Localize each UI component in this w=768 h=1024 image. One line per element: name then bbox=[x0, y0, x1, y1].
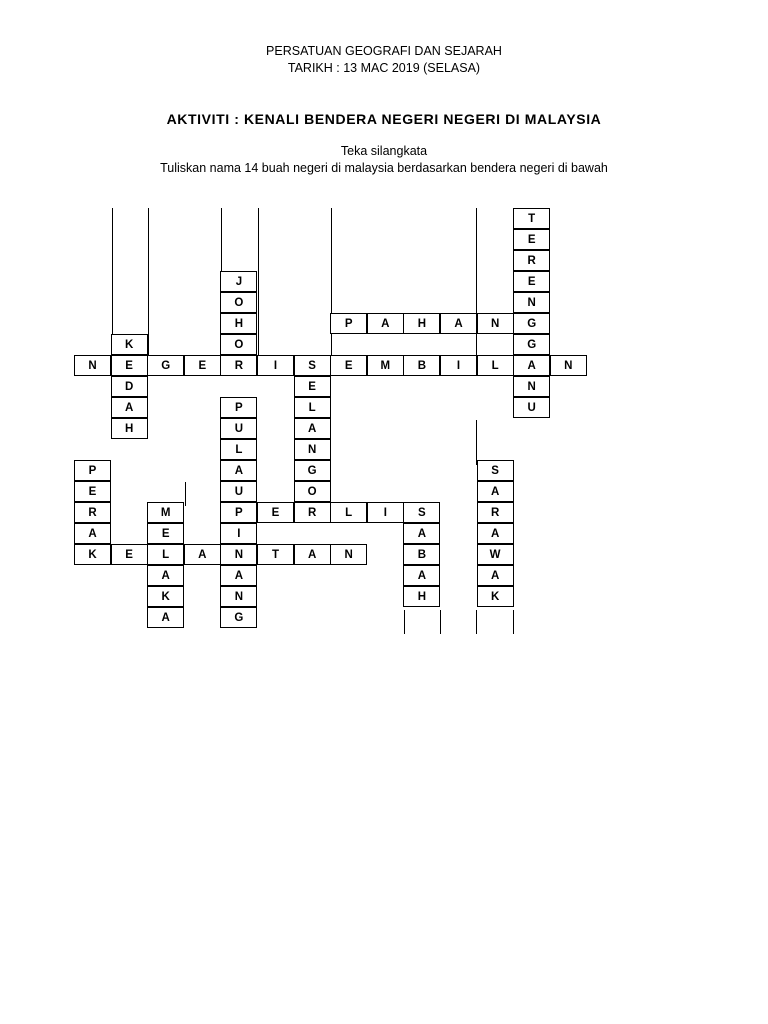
grid-guide-line bbox=[476, 420, 477, 465]
crossword-cell[interactable]: K bbox=[147, 586, 184, 607]
crossword-cell[interactable]: J bbox=[220, 271, 257, 292]
crossword-cell[interactable]: S bbox=[477, 460, 514, 481]
crossword-cell[interactable]: M bbox=[147, 502, 184, 523]
crossword-cell[interactable]: R bbox=[513, 250, 550, 271]
crossword-cell[interactable]: R bbox=[74, 502, 111, 523]
crossword-cell[interactable]: E bbox=[330, 355, 367, 376]
crossword-cell[interactable]: T bbox=[513, 208, 550, 229]
crossword-cell[interactable]: E bbox=[294, 376, 331, 397]
crossword-cell[interactable]: W bbox=[477, 544, 514, 565]
grid-guide-line bbox=[476, 208, 477, 376]
crossword-cell[interactable]: R bbox=[477, 502, 514, 523]
puzzle-subtitle: Teka silangkata bbox=[340, 144, 428, 158]
crossword-cell[interactable]: A bbox=[440, 313, 477, 334]
crossword-cell[interactable]: M bbox=[367, 355, 404, 376]
crossword-cell[interactable]: B bbox=[403, 355, 440, 376]
organization-name: PERSATUAN GEOGRAFI DAN SEJARAH bbox=[266, 44, 502, 58]
crossword-cell[interactable]: S bbox=[403, 502, 440, 523]
crossword-cell[interactable]: L bbox=[330, 502, 367, 523]
crossword-cell[interactable]: T bbox=[257, 544, 294, 565]
crossword-cell[interactable]: E bbox=[184, 355, 221, 376]
crossword-cell[interactable]: R bbox=[294, 502, 331, 523]
crossword-cell[interactable]: G bbox=[294, 460, 331, 481]
crossword-cell[interactable]: S bbox=[294, 355, 331, 376]
crossword-cell[interactable]: P bbox=[220, 502, 257, 523]
crossword-cell[interactable]: A bbox=[294, 418, 331, 439]
crossword-cell[interactable]: I bbox=[367, 502, 404, 523]
crossword-cell[interactable]: A bbox=[477, 523, 514, 544]
crossword-cell[interactable]: K bbox=[74, 544, 111, 565]
crossword-cell[interactable]: A bbox=[74, 523, 111, 544]
crossword-cell[interactable]: E bbox=[74, 481, 111, 502]
crossword-cell[interactable]: H bbox=[403, 586, 440, 607]
grid-guide-line bbox=[148, 208, 149, 376]
crossword-cell[interactable]: I bbox=[257, 355, 294, 376]
activity-title: AKTIVITI : KENALI BENDERA NEGERI NEGERI DI MALAYSIA bbox=[166, 111, 602, 127]
grid-guide-line bbox=[185, 482, 186, 506]
crossword-cell[interactable]: E bbox=[111, 544, 148, 565]
crossword-cell[interactable]: A bbox=[477, 565, 514, 586]
crossword-cell[interactable]: A bbox=[477, 481, 514, 502]
crossword-cell[interactable]: E bbox=[257, 502, 294, 523]
crossword-cell[interactable]: H bbox=[403, 313, 440, 334]
crossword-cell[interactable]: N bbox=[74, 355, 111, 376]
crossword-cell[interactable]: L bbox=[220, 439, 257, 460]
crossword-cell[interactable]: U bbox=[220, 481, 257, 502]
grid-guide-line bbox=[440, 610, 441, 634]
grid-guide-line bbox=[331, 208, 332, 376]
crossword-cell[interactable]: A bbox=[184, 544, 221, 565]
crossword-cell[interactable]: A bbox=[294, 544, 331, 565]
crossword-cell[interactable]: N bbox=[477, 313, 514, 334]
crossword-cell[interactable]: G bbox=[147, 355, 184, 376]
crossword-cell[interactable]: D bbox=[111, 376, 148, 397]
crossword-cell[interactable]: A bbox=[111, 397, 148, 418]
crossword-cell[interactable]: O bbox=[220, 334, 257, 355]
crossword-cell[interactable]: P bbox=[220, 397, 257, 418]
crossword-cell[interactable]: G bbox=[513, 334, 550, 355]
crossword-cell[interactable]: N bbox=[513, 376, 550, 397]
crossword-cell[interactable]: I bbox=[440, 355, 477, 376]
crossword-cell[interactable]: A bbox=[220, 460, 257, 481]
crossword-cell[interactable]: E bbox=[513, 271, 550, 292]
crossword-cell[interactable]: G bbox=[513, 313, 550, 334]
crossword-cell[interactable]: O bbox=[220, 292, 257, 313]
crossword-cell[interactable]: E bbox=[111, 355, 148, 376]
crossword-cell[interactable]: I bbox=[220, 523, 257, 544]
crossword-cell[interactable]: N bbox=[513, 292, 550, 313]
crossword-cell[interactable]: N bbox=[220, 544, 257, 565]
crossword-cell[interactable]: K bbox=[477, 586, 514, 607]
crossword-cell[interactable]: U bbox=[513, 397, 550, 418]
crossword-cell[interactable]: P bbox=[330, 313, 367, 334]
grid-guide-line bbox=[513, 610, 514, 634]
crossword-cell[interactable]: U bbox=[220, 418, 257, 439]
crossword-cell[interactable]: A bbox=[220, 565, 257, 586]
crossword-cell[interactable]: N bbox=[294, 439, 331, 460]
crossword-cell[interactable]: H bbox=[111, 418, 148, 439]
grid-guide-line bbox=[476, 610, 477, 634]
crossword-cell[interactable]: K bbox=[111, 334, 148, 355]
crossword-cell[interactable]: A bbox=[147, 607, 184, 628]
grid-guide-line bbox=[258, 208, 259, 376]
crossword-cell[interactable]: H bbox=[220, 313, 257, 334]
crossword-cell[interactable]: L bbox=[294, 397, 331, 418]
crossword-cell[interactable]: L bbox=[147, 544, 184, 565]
crossword-cell[interactable]: R bbox=[220, 355, 257, 376]
crossword-cell[interactable]: N bbox=[330, 544, 367, 565]
crossword-cell[interactable]: A bbox=[403, 565, 440, 586]
crossword-cell[interactable]: N bbox=[550, 355, 587, 376]
crossword-cell[interactable]: A bbox=[147, 565, 184, 586]
crossword-cell[interactable]: G bbox=[220, 607, 257, 628]
event-date: TARIKH : 13 MAC 2019 (SELASA) bbox=[287, 61, 481, 75]
crossword-cell[interactable]: N bbox=[220, 586, 257, 607]
crossword-cell[interactable]: A bbox=[367, 313, 404, 334]
crossword-cell[interactable]: L bbox=[477, 355, 514, 376]
crossword-cell[interactable]: A bbox=[513, 355, 550, 376]
crossword-cell[interactable]: B bbox=[403, 544, 440, 565]
crossword-cell[interactable]: E bbox=[513, 229, 550, 250]
grid-guide-line bbox=[404, 610, 405, 634]
crossword-cell[interactable]: O bbox=[294, 481, 331, 502]
crossword-cell[interactable]: E bbox=[147, 523, 184, 544]
puzzle-instructions: Tuliskan nama 14 buah negeri di malaysia berdasarkan bendera negeri di bawah bbox=[160, 161, 608, 175]
crossword-cell[interactable]: P bbox=[74, 460, 111, 481]
crossword-cell[interactable]: A bbox=[403, 523, 440, 544]
